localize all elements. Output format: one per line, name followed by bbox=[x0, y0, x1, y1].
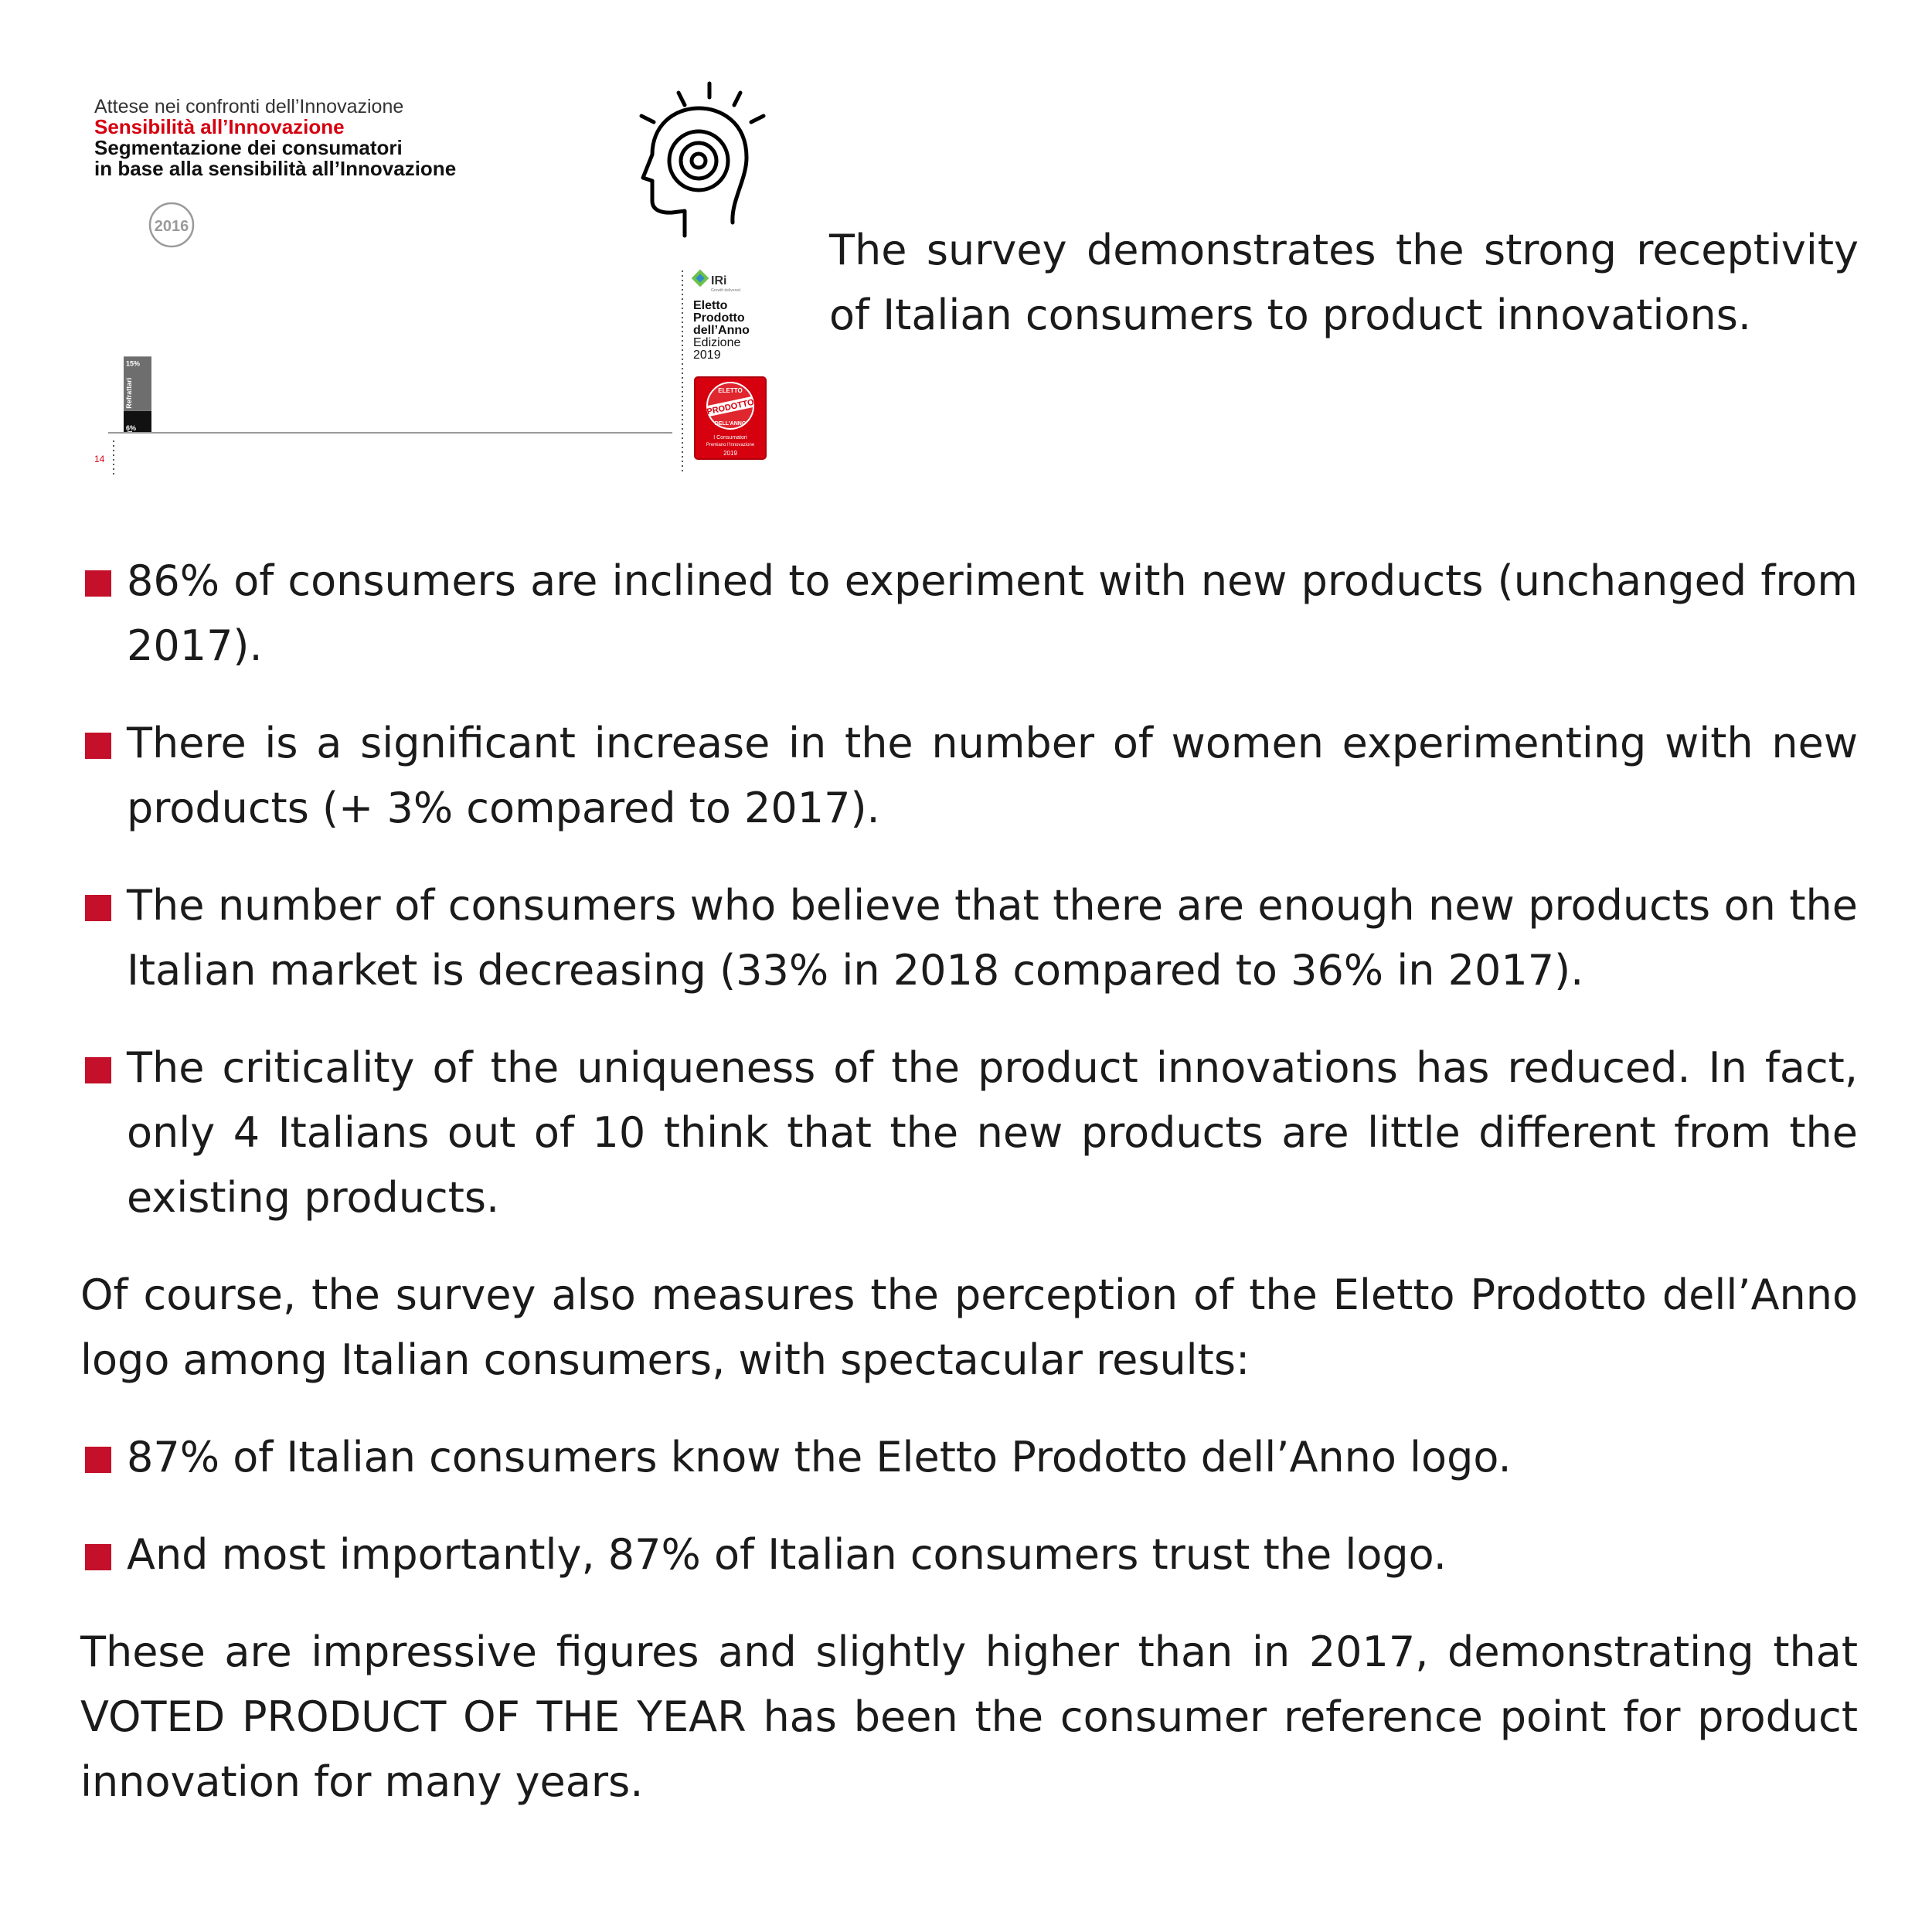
iri-brand: IRi bbox=[711, 274, 727, 287]
seal-year: 2019 bbox=[723, 450, 737, 457]
segment-label-refrattari: Refrattari bbox=[125, 377, 133, 409]
document-body bbox=[80, 549, 1858, 1847]
conclusion-paragraph: These are impressive figures and slightly higher than in 2017, demonstrating that VOTED PRODUCT OF THE YEAR has been the consumer reference point for product innovation for many years. bbox=[80, 1628, 1858, 1806]
innovation-head-icon bbox=[641, 83, 764, 236]
figure-title: Sensibilità all’Innovazione bbox=[94, 115, 345, 138]
bullet-square-icon bbox=[85, 1447, 111, 1473]
list-item bbox=[80, 873, 1858, 1003]
brand-line5: 2019 bbox=[693, 349, 721, 362]
list-item-text: And most importantly, 87% of Italian consumers trust the logo. bbox=[127, 1530, 1447, 1579]
brand-line4: Edizione bbox=[693, 336, 741, 349]
segment-label-ostili: Ostili bbox=[126, 430, 134, 448]
figure-subtitle: Attese nei confronti dell’Innovazione bbox=[94, 96, 404, 117]
list-item bbox=[80, 1036, 1858, 1230]
brand-line3: dell’Anno bbox=[693, 324, 750, 337]
list-item-text: 87% of Italian consumers know the Eletto Prodotto dell’Anno logo. bbox=[127, 1433, 1512, 1481]
bar-value-ostili: 6% bbox=[126, 424, 137, 432]
list-item bbox=[80, 549, 1858, 679]
brand-line2: Prodotto bbox=[693, 311, 745, 325]
seal-mid: PRODOTTO bbox=[706, 397, 755, 417]
logo-results-list bbox=[80, 1425, 1858, 1587]
seal-bottom: DELL'ANNO bbox=[714, 421, 747, 427]
list-item bbox=[80, 1425, 1858, 1490]
bullet-square-icon bbox=[85, 733, 111, 759]
seal-sub2: Premiano l’Innovazione bbox=[706, 443, 755, 447]
page-number: 14 bbox=[94, 454, 105, 464]
iri-logo bbox=[692, 270, 742, 293]
figure-heading-line1: Segmentazione dei consumatori bbox=[94, 136, 403, 159]
bullet-square-icon bbox=[85, 1544, 111, 1570]
list-item-text: The number of consumers who believe that there are enough new products on the Italian market is decreasing (33% in 2018 compared to 36% in 2017). bbox=[127, 881, 1858, 995]
iri-tagline: Growth delivered. bbox=[711, 288, 742, 293]
bullet-square-icon bbox=[85, 570, 111, 597]
seal-sub1: I Consumatori bbox=[713, 435, 747, 440]
bullet-square-icon bbox=[85, 1057, 111, 1083]
list-item-text: The criticality of the uniqueness of the product innovations has reduced. In fact, only 4 Italians out of 10 think that the new products are little different from the existing products. bbox=[127, 1043, 1858, 1222]
list-item-text: 86% of consumers are inclined to experiment with new products (unchanged from 2017). bbox=[127, 556, 1858, 670]
seal-top: ELETTO bbox=[718, 387, 743, 394]
logo-perception-paragraph: Of course, the survey also measures the perception of the Eletto Prodotto dell’Anno logo among Italian consumers, with spectacular results: bbox=[80, 1270, 1858, 1384]
intro-paragraph: The survey demonstrates the strong receptivity of Italian consumers to product innovations. bbox=[829, 226, 1859, 339]
findings-list bbox=[80, 549, 1858, 1230]
segmentation-chart bbox=[124, 203, 193, 448]
list-item bbox=[80, 1522, 1858, 1587]
bullet-square-icon bbox=[85, 895, 111, 921]
award-seal bbox=[695, 377, 766, 459]
figure-heading-line2: in base alla sensibilità all’Innovazione bbox=[94, 157, 457, 180]
survey-figure bbox=[77, 77, 796, 487]
list-item bbox=[80, 711, 1858, 841]
list-item-text: There is a significant increase in the number of women experimenting with new products (+ 3% compared to 2017). bbox=[127, 719, 1858, 832]
brand-line1: Eletto bbox=[693, 299, 728, 312]
year-label: 2016 bbox=[154, 218, 189, 235]
bar-value-refrattari: 15% bbox=[126, 359, 141, 368]
